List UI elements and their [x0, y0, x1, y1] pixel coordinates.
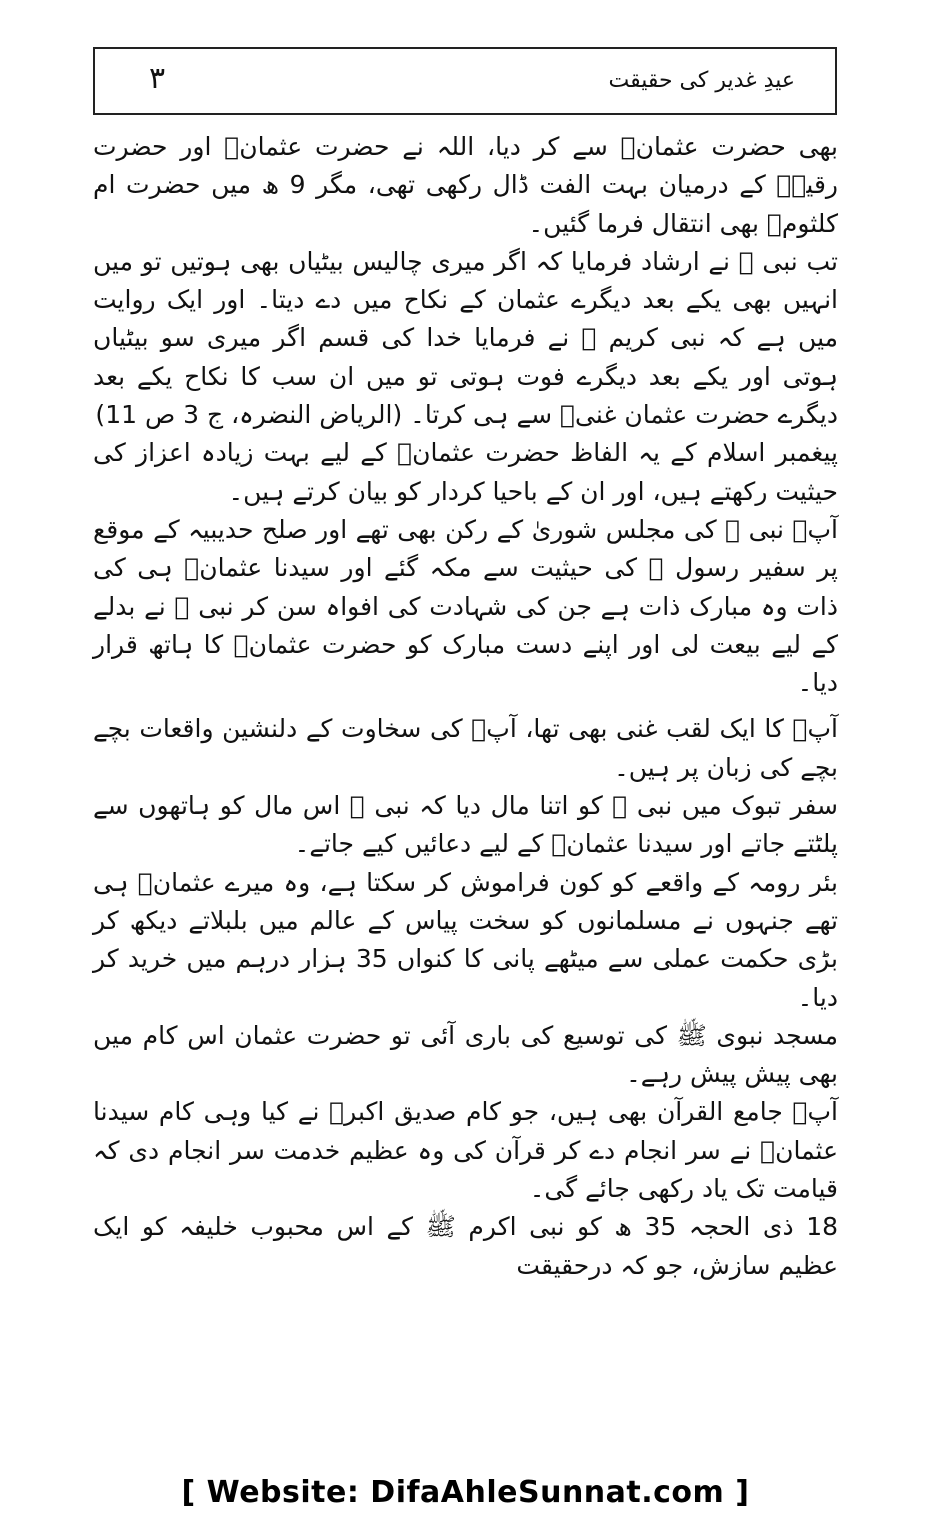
- paragraph: تب نبی ﷺ نے ارشاد فرمایا کہ اگر میری چالیس بیٹیاں بھی ہوتیں تو میں انہیں بھی یکے بعد دیگرے عثمان کے نکاح میں دے دیتا۔ اور ایک روایت میں ہے کہ نبی کریم ﷺ نے فرمایا خدا کی قسم اگر میری سو بیٹیاں ہوتی اور یکے بعد دیگرے فوت ہوتی تو میں ان سب کا نکاح یکے بعد دیگرے حضرت عثمان غنیؓ سے ہی کرتا۔ (الریاض النضرہ، ج 3 ص 11): [93, 246, 838, 430]
- paragraph: آپؓ جامع القرآن بھی ہیں، جو کام صدیق اکبرؓ نے کیا وہی کام سیدنا عثمانؓ نے سر انجام دے کر قرآن کی وہ عظیم خدمت سر انجام دی کہ قیامت تک یاد رکھی جائے گی۔: [93, 1097, 838, 1204]
- paragraph: 18 ذی الحجہ 35 ھ کو نبی اکرم ﷺ کے اس محبوب خلیفہ کو ایک عظیم سازش، جو کہ درحقیقت: [93, 1212, 838, 1280]
- website-footer: [ Website: DifaAhleSunnat.com ]: [181, 1475, 750, 1510]
- paragraph: بھی حضرت عثمانؓ سے کر دیا، اللہ نے حضرت عثمانؓ اور حضرت رقیہؓ کے درمیان بہت الفت ڈال رکھی تھی، مگر 9 ھ میں حضرت ام کلثومؓ بھی انتقال فرما گئیں۔: [93, 132, 838, 238]
- page-number: ۳: [149, 61, 166, 96]
- page-header: [93, 47, 837, 115]
- paragraph: بئر رومہ کے واقعے کو کون فراموش کر سکتا ہے، وہ میرے عثمانؓ ہی تھے جنہوں نے مسلمانوں کو سخت پیاس کے عالم میں بلبلاتے دیکھ کر بڑی حکمت عملی سے میٹھے پانی کا کنواں 35 ہزار درہم میں خرید کر دیا۔: [93, 867, 838, 1012]
- paragraph: پیغمبر اسلام کے یہ الفاظ حضرت عثمانؓ کے لیے بہت زیادہ اعزاز کی حیثیت رکھتے ہیں، اور ان کے باحیا کردار کو بیان کرتے ہیں۔: [93, 438, 838, 506]
- article-body: [93, 128, 838, 1285]
- running-title: عیدِ غدیر کی حقیقت: [608, 68, 795, 93]
- paragraph: آپؓ نبی ﷺ کی مجلس شوریٰ کے رکن بھی تھے اور صلح حدیبیہ کے موقع پر سفیر رسول ﷺ کی حیثیت سے مکہ گئے اور سیدنا عثمانؓ ہی کی ذات وہ مبارک ذات ہے جن کی شہادت کی افواہ سن کر نبی ﷺ نے بدلے کے لیے بیعت لی اور اپنے دست مبارک کو حضرت عثمانؓ کا ہاتھ قرار دیا۔: [93, 514, 838, 698]
- paragraph: سفر تبوک میں نبی ﷺ کو اتنا مال دیا کہ نبی ﷺ اس مال کو ہاتھوں سے پلٹتے جاتے اور سیدنا عثمانؓ کے لیے دعائیں کیے جاتے۔: [93, 791, 838, 859]
- paragraph: آپؓ کا ایک لقب غنی بھی تھا، آپؓ کی سخاوت کے دلنشین واقعات بچے بچے کی زبان پر ہیں۔: [93, 714, 838, 782]
- paragraph: مسجد نبوی ﷺ کی توسیع کی باری آئی تو حضرت عثمان اس کام میں بھی پیش پیش رہے۔: [93, 1020, 838, 1089]
